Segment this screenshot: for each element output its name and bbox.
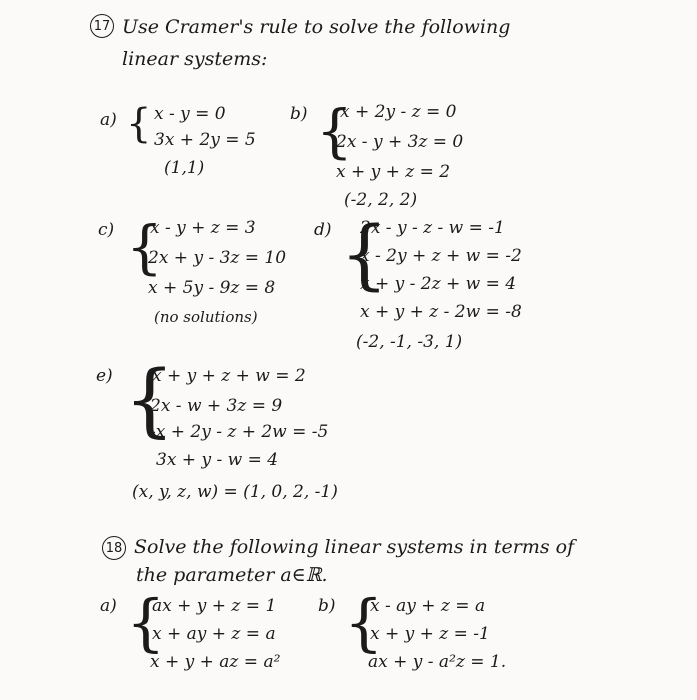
equation: x + y + z = -1 (370, 624, 490, 644)
equation: 2x - y - z - w = -1 (360, 218, 505, 238)
brace: { (316, 97, 353, 165)
brace: { (126, 586, 166, 659)
equation: x - y = 0 (154, 104, 226, 124)
equation: x + y + az = a² (150, 652, 281, 672)
equation: ax + y - a²z = 1. (368, 652, 507, 672)
equation: x + y + z = 2 (336, 162, 451, 182)
problem-17-number: 17 (90, 14, 114, 38)
part-c-label: c) (98, 220, 115, 240)
equation: 2x - w + 3z = 9 (150, 396, 283, 416)
brace: { (340, 209, 389, 298)
problem-18-title: Solve the following linear systems in terms of (134, 536, 575, 558)
answer: (x, y, z, w) = (1, 0, 2, -1) (132, 482, 338, 502)
brace: { (126, 213, 163, 281)
problem-17-title-line2: linear systems: (122, 48, 268, 70)
equation: x + y - 2z + w = 4 (360, 274, 517, 294)
problem-18-number: 18 (102, 536, 126, 560)
part-d-label: d) (314, 220, 332, 240)
equation: 3x + y - w = 4 (156, 450, 279, 470)
answer: (no solutions) (154, 308, 258, 326)
equation: ax + y + z = 1 (152, 596, 277, 616)
part-a-label: a) (100, 596, 117, 616)
answer: (-2, -1, -3, 1) (356, 332, 463, 352)
part-b-label: b) (290, 104, 308, 124)
equation: 2x - y + 3z = 0 (336, 132, 464, 152)
equation: x + y + z + w = 2 (152, 366, 306, 386)
equation: x - y + z = 3 (150, 218, 256, 238)
part-e-label: e) (96, 366, 113, 386)
equation: x - ay + z = a (370, 596, 486, 616)
equation: x + 2y - z = 0 (340, 102, 457, 122)
equation: x - 2y + z + w = -2 (360, 246, 522, 266)
part-a-label: a) (100, 110, 117, 130)
brace: { (124, 353, 175, 446)
equation: x + ay + z = a (152, 624, 276, 644)
brace: { (344, 586, 384, 659)
equation: 2x + y - 3z = 10 (148, 248, 287, 268)
part-b-label: b) (318, 596, 336, 616)
answer: (-2, 2, 2) (344, 190, 418, 210)
equation: -x + 2y - z + 2w = -5 (150, 422, 329, 442)
answer: (1,1) (164, 158, 205, 178)
equation: x + y + z - 2w = -8 (360, 302, 522, 322)
brace: { (126, 101, 152, 147)
equation: 3x + 2y = 5 (154, 130, 256, 150)
equation: x + 5y - 9z = 8 (148, 278, 276, 298)
problem-17-title: Use Cramer's rule to solve the following (122, 16, 511, 38)
problem-18-title-line2: the parameter a∈ℝ. (136, 564, 328, 586)
